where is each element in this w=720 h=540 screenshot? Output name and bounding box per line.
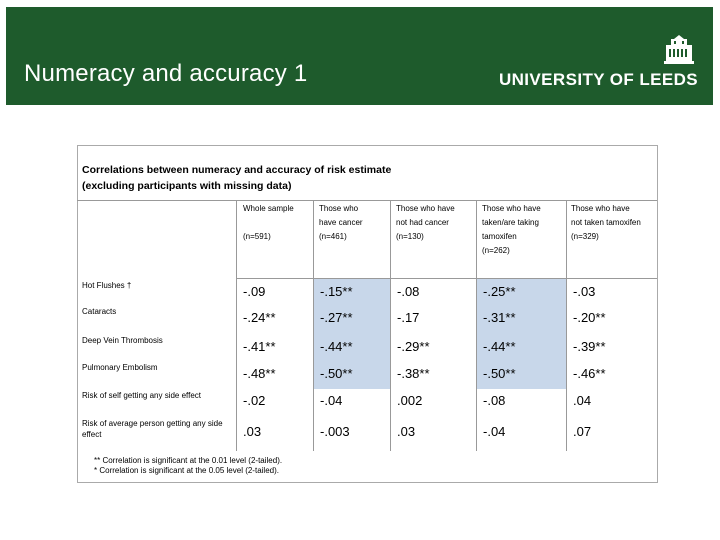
column-header: Whole sample (n=591) (243, 204, 294, 241)
table-caption (82, 162, 391, 194)
table-cell: -.15** (320, 284, 353, 299)
header-divider (236, 278, 657, 279)
row-label: Risk of self getting any side effect (82, 391, 202, 400)
table-cell: .03 (397, 424, 416, 439)
footnote: ** Correlation is significant at the 0.01 level (2-tailed). (94, 456, 283, 465)
table-cell: -.50** (483, 366, 516, 381)
table-cell: .03 (243, 424, 262, 439)
row-label: Risk of average person getting any side effect (82, 419, 223, 439)
table-cell: .002 (397, 393, 423, 408)
table-cell: -.08 (397, 284, 420, 299)
column-header: Those who have not taken tamoxifen (n=329) (571, 204, 641, 241)
table-cell: -.17 (397, 310, 420, 325)
table-cell: -.04 (483, 424, 506, 439)
table-cell: -.04 (320, 393, 343, 408)
footnote: * Correlation is significant at the 0.05 level (2-tailed). (94, 466, 279, 475)
table-cell: -.24** (243, 310, 276, 325)
table-cell: -.44** (483, 339, 516, 354)
table-cell: -.48** (243, 366, 276, 381)
table-cell: -.38** (397, 366, 430, 381)
table-cell: -.02 (243, 393, 266, 408)
slide-title: Numeracy and accuracy 1 (24, 60, 308, 87)
table-cell: -.09 (243, 284, 266, 299)
caption-divider (77, 200, 657, 201)
table-cell: .07 (573, 424, 592, 439)
table-cell: -.39** (573, 339, 606, 354)
table-cell: -.20** (573, 310, 606, 325)
row-label: Hot Flushes † (82, 281, 132, 290)
table-cell: -.50** (320, 366, 353, 381)
column-header: Those who have cancer (n=461) (319, 204, 363, 241)
table-cell: -.41** (243, 339, 276, 354)
table-cell: -.003 (320, 424, 350, 439)
table-cell: .04 (573, 393, 592, 408)
row-label: Deep Vein Thrombosis (82, 336, 163, 345)
row-label: Pulmonary Embolism (82, 363, 158, 372)
column-header: Those who have not had cancer (n=130) (396, 204, 455, 241)
table-cell: -.25** (483, 284, 516, 299)
table-cell: -.31** (483, 310, 516, 325)
university-logo-text: UNIVERSITY OF LEEDS (498, 70, 698, 89)
slide-header (6, 7, 713, 105)
university-tower-icon (662, 35, 696, 67)
table-cell: -.44** (320, 339, 353, 354)
table-cell: -.46** (573, 366, 606, 381)
table-cell: -.08 (483, 393, 506, 408)
column-header: Those who have taken/are taking tamoxifen (n=262) (482, 204, 541, 255)
caption-line-2: (excluding participants with missing data) (82, 180, 292, 192)
table-cell: -.29** (397, 339, 430, 354)
table-cell: -.27** (320, 310, 353, 325)
caption-line-1: Correlations between numeracy and accuracy of risk estimate (82, 164, 392, 176)
table-cell: -.03 (573, 284, 596, 299)
row-label: Cataracts (82, 307, 117, 316)
